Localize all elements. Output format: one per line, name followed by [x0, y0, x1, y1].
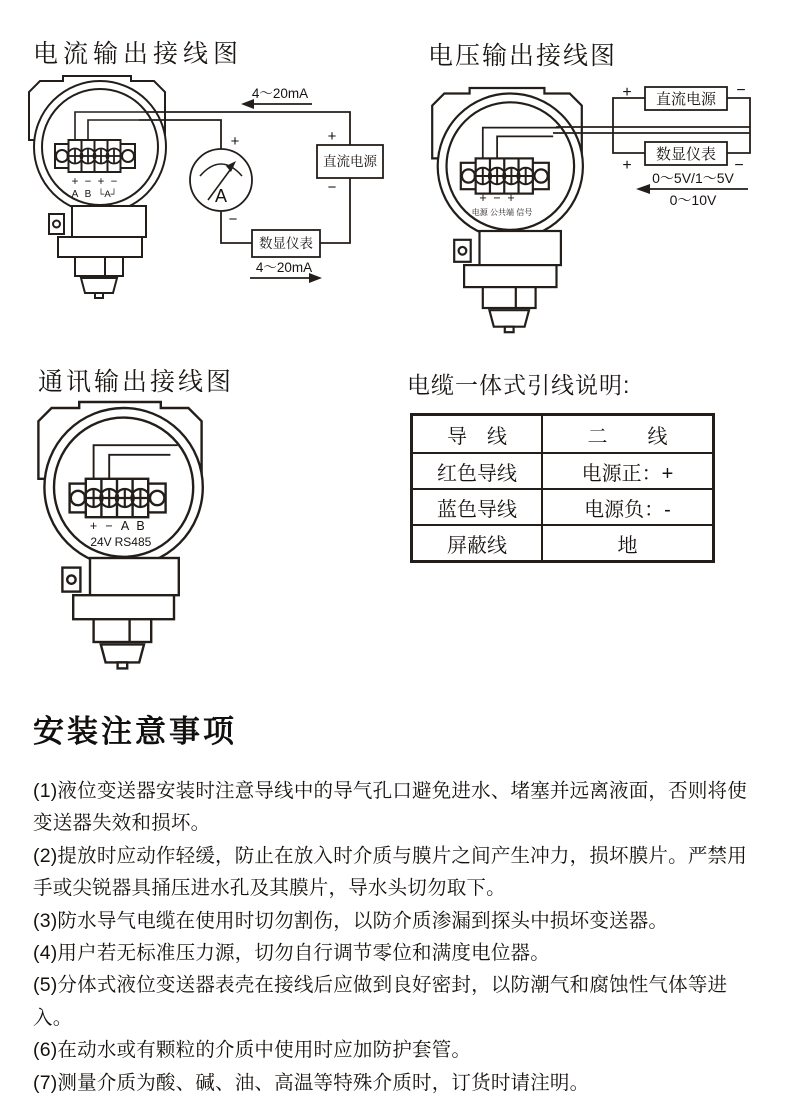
terminal-label: −: [493, 191, 501, 205]
table-cell: 电源负：-: [541, 488, 712, 524]
terminal-caption: 电源 公共端 信号: [471, 208, 533, 217]
digital-meter-label: 数显仪表: [259, 236, 313, 251]
table-cell: 屏蔽线: [413, 524, 541, 560]
current-output-diagram: [29, 76, 383, 298]
polarity-plus: +: [230, 133, 240, 150]
ammeter-bridge-label: └A┘: [97, 189, 118, 200]
voltage-range-label-2: 0～10V: [669, 192, 717, 208]
table-header-wire: 导 线: [447, 425, 507, 448]
install-notes-title: 安装注意事项: [33, 714, 237, 749]
voltage-output-diagram: [432, 82, 750, 332]
install-notes-section: [33, 706, 760, 1099]
terminal-label: B: [84, 189, 92, 200]
install-note-item: (1)液位变送器安装时注意导线中的导气孔口避免进水、堵塞并远离液面，否则将使变送器失效和损坏。: [33, 780, 747, 835]
install-note-item: (2)提放时应动作轻缓，防止在放入时介质与膜片之间产生冲力，损坏膜片。严禁用手或尖锐器具捅压进水孔及其膜片，导水头切勿取下。: [33, 844, 747, 900]
install-note-item: (3)防水导气电缆在使用时切勿割伤，以防介质渗漏到探头中损坏变送器。: [33, 909, 669, 932]
polarity-plus: +: [327, 128, 337, 145]
terminal-label: −: [84, 176, 92, 188]
comm-output-diagram: [38, 402, 202, 668]
ammeter-label: A: [214, 186, 228, 206]
terminal-label: +: [71, 176, 79, 188]
terminal-label: +: [507, 191, 515, 205]
voltage-range-label-1: 0～5V/1～5V: [652, 170, 734, 186]
voltage-diagram-title: 电压输出接线图: [428, 42, 618, 70]
terminal-label: +: [89, 519, 98, 533]
current-diagram-title: 电流输出接线图: [33, 40, 244, 68]
terminal-label: −: [105, 519, 113, 533]
current-range-bottom-label: 4～20mA: [255, 260, 313, 275]
terminal-label: B: [136, 519, 145, 533]
terminal-label: +: [479, 191, 487, 205]
polarity-minus: −: [228, 211, 238, 228]
polarity-minus: −: [736, 82, 746, 99]
polarity-plus: +: [622, 157, 632, 174]
table-cell: 红色导线: [413, 452, 541, 488]
table-cell: 电源正：+: [541, 452, 712, 488]
digital-meter-label: 数显仪表: [655, 146, 717, 163]
dc-power-label: 直流电源: [655, 91, 717, 108]
comm-diagram-title: 通讯输出接线图: [38, 368, 235, 396]
cable-table-title: 电缆一体式引线说明:: [407, 372, 631, 398]
install-note-item: (6)在动水或有颗粒的介质中使用时应加防护套管。: [33, 1039, 472, 1062]
dc-power-label: 直流电源: [323, 154, 377, 169]
table-cell: 蓝色导线: [413, 488, 541, 524]
install-note-item: (5)分体式液位变送器表壳在接线后应做到良好密封，以防潮气和腐蚀性气体等进入。: [33, 974, 728, 1029]
polarity-minus: −: [327, 179, 337, 196]
digital-meter-box: [252, 230, 320, 257]
install-note-item: (7)测量介质为酸、碱、油、高温等特殊介质时，订货时请注明。: [33, 1071, 590, 1094]
current-range-top-label: 4～20mA: [251, 86, 309, 101]
polarity-plus: +: [622, 84, 632, 101]
arrowhead-left: [636, 184, 650, 194]
table-cell: 地: [541, 524, 712, 560]
terminal-label-rs485: RS485: [114, 535, 152, 549]
dc-power-box: [622, 82, 745, 110]
terminal-label: +: [97, 176, 105, 188]
install-note-item: (4)用户若无标准压力源，切勿自行调节零位和满度电位器。: [33, 942, 550, 965]
table-header-two-wire: 二 线: [541, 416, 712, 452]
terminal-label: A: [120, 519, 130, 533]
terminal-label-24v: 24V: [90, 535, 112, 549]
terminal-label: A: [71, 189, 79, 200]
terminal-label: −: [110, 176, 118, 188]
cable-table: [410, 413, 715, 563]
polarity-minus: −: [734, 157, 744, 174]
